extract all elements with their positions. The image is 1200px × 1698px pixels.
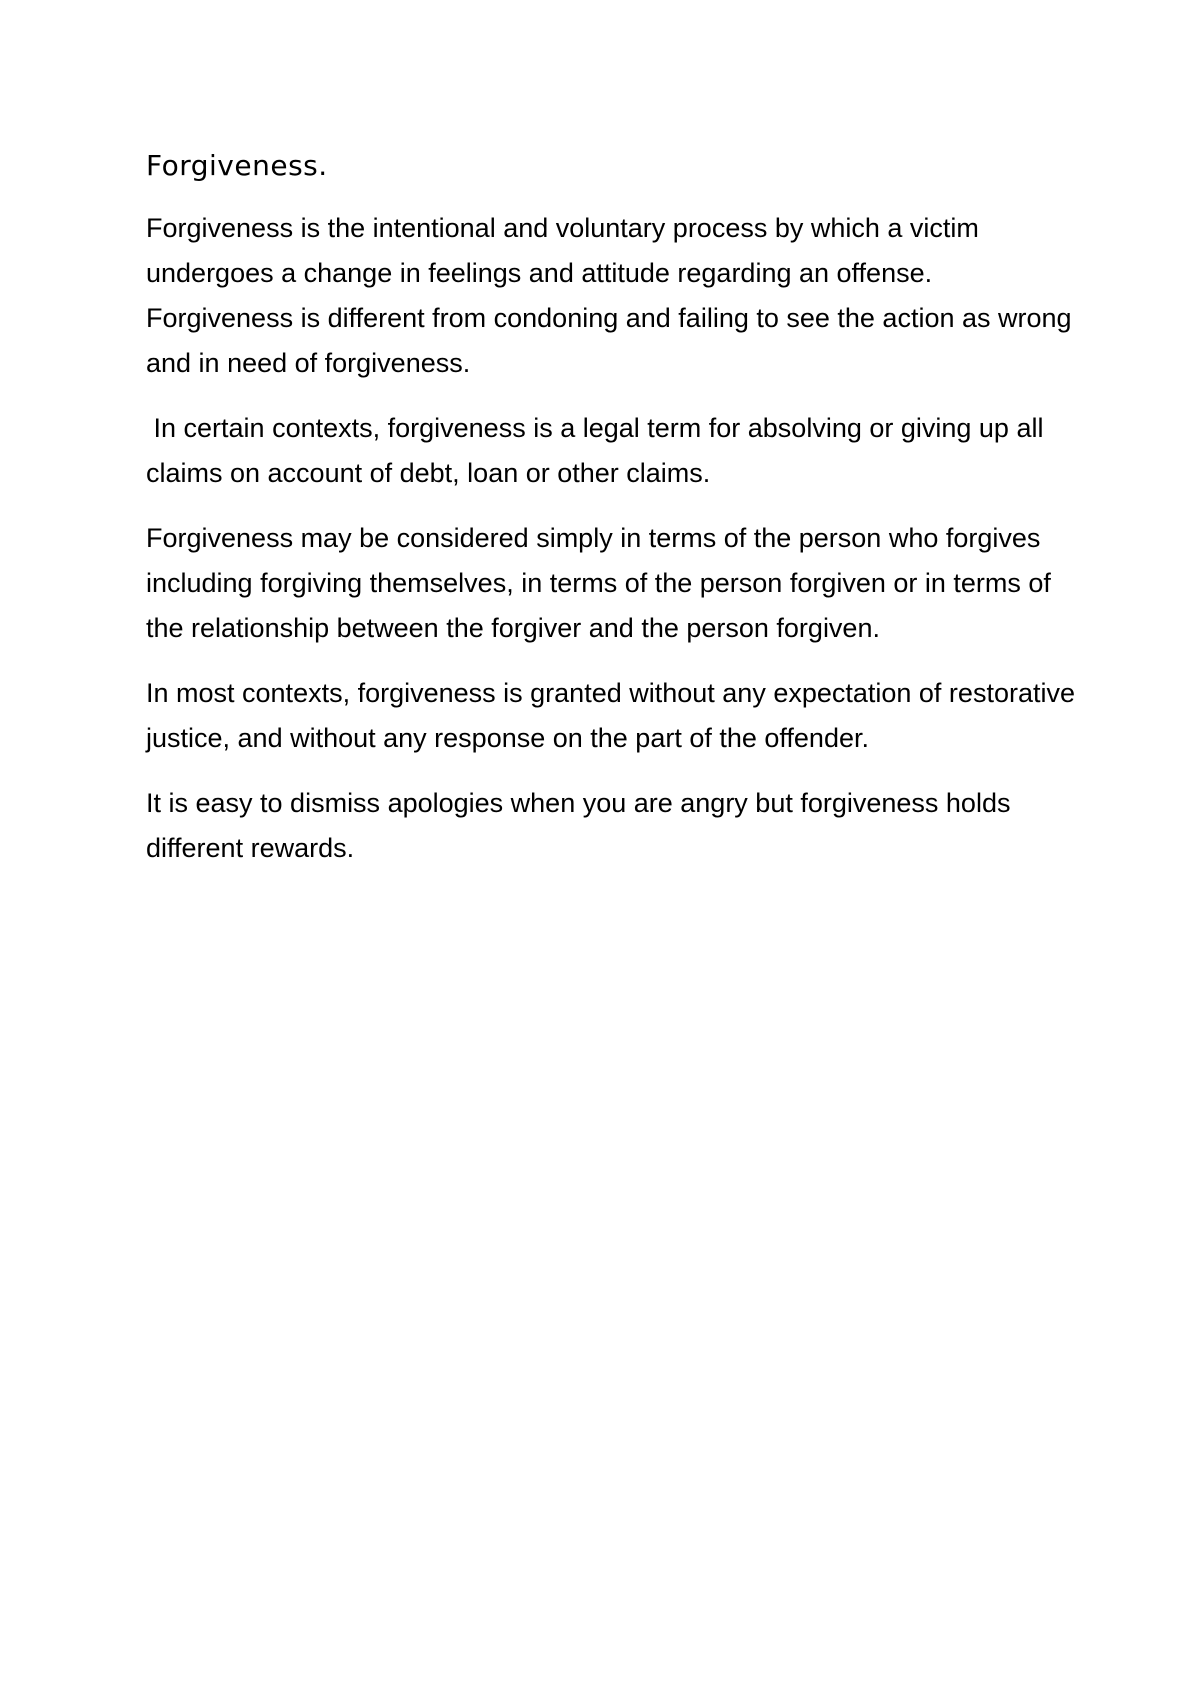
paragraph-most-contexts: In most contexts, forgiveness is granted without any expectation of restorative justice, and without any response on the part of the offender. — [146, 678, 1083, 753]
paragraph-apologies: It is easy to dismiss apologies when you are angry but forgiveness holds different rewards. — [146, 788, 1018, 863]
paragraph-definition: Forgiveness is the intentional and voluntary process by which a victim undergoes a change in feelings and attitude regarding an offense. Forgiveness is different from condoning and failing to see the action as wrong and in need of forgiveness. — [146, 213, 1080, 378]
document-body — [146, 146, 1086, 891]
paragraph-legal-context: In certain contexts, forgiveness is a legal term for absolving or giving up all claims on account of debt, loan or other claims. — [146, 413, 1051, 488]
paragraph-perspectives: Forgiveness may be considered simply in terms of the person who forgives including forgiving themselves, in terms of the person forgiven or in terms of the relationship between the forgiver and the person forgiven. — [146, 523, 1059, 643]
document-title: Forgiveness. — [146, 149, 328, 182]
